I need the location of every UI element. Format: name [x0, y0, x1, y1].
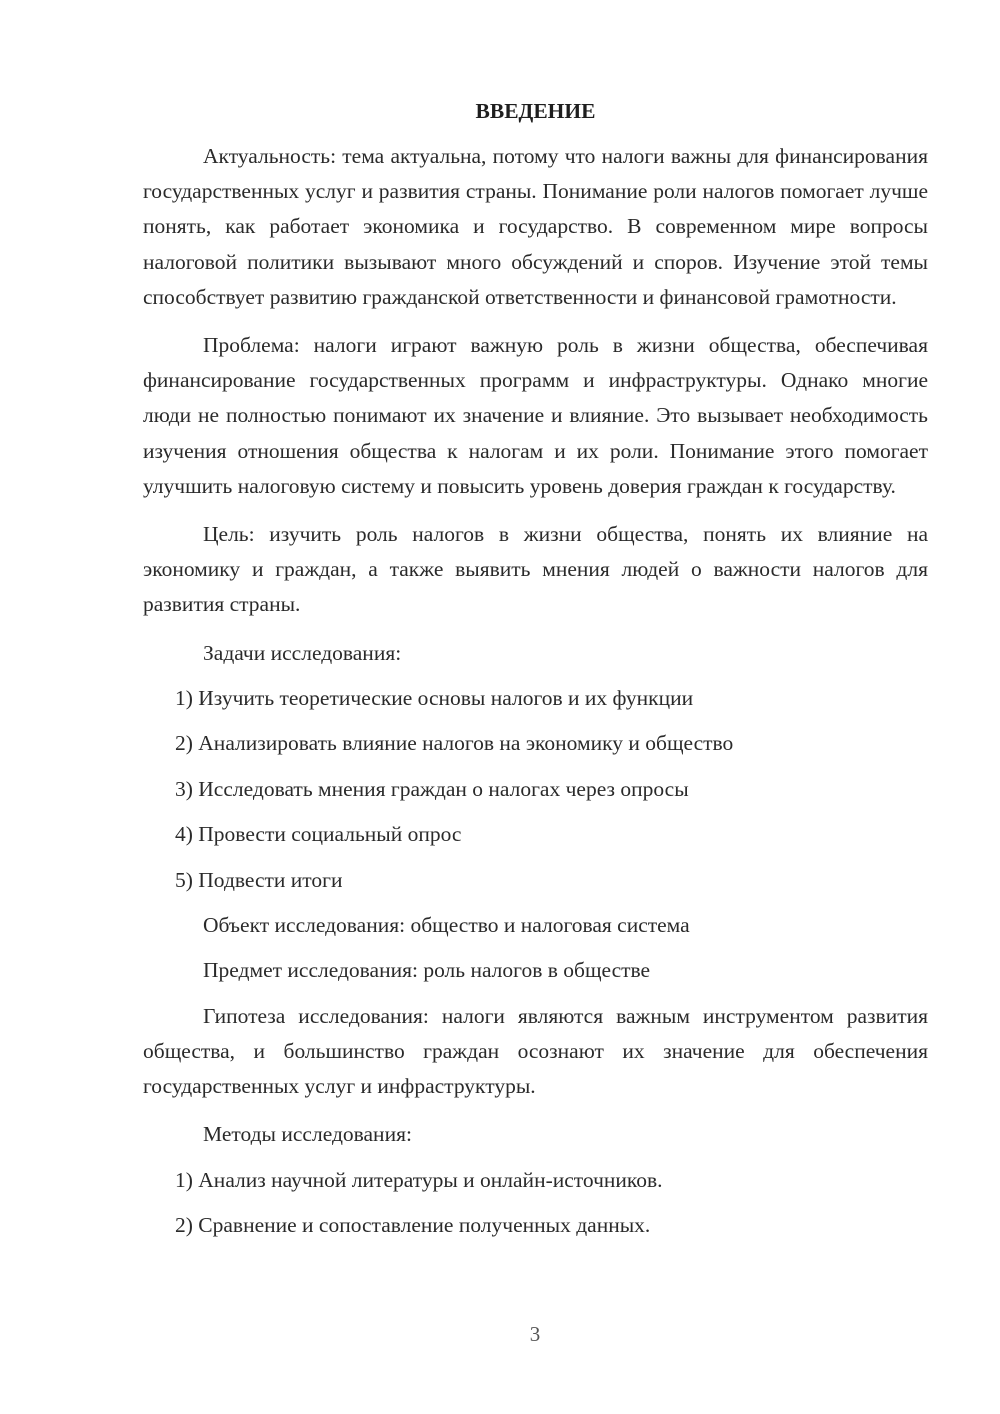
- document-page: [143, 96, 928, 1254]
- research-subject: Предмет исследования: роль налогов в обществе: [203, 958, 651, 983]
- task-item: 1) Изучить теоретические основы налогов и их функции: [175, 686, 694, 711]
- tasks-heading: Задачи исследования:: [203, 640, 402, 665]
- methods-heading: Методы исследования:: [203, 1122, 412, 1147]
- task-item: 4) Провести социальный опрос: [175, 822, 462, 847]
- document-heading: ВВЕДЕНИЕ: [475, 99, 596, 123]
- task-item: 2) Анализировать влияние налогов на экономику и общество: [175, 731, 734, 756]
- problem-paragraph: Проблема: налоги играют важную роль в жизни общества, обеспечивая финансирование государственных программ и инфраструктуры. Однако многие люди не полностью понимают их значение и влияние. Это вызывает необходимость изучения отношения общества к налогам и их роли. Понимание этого помогает улучшить налоговую систему и повысить уровень доверия граждан к государству.: [143, 333, 928, 498]
- method-item: 2) Сравнение и сопоставление полученных данных.: [175, 1213, 651, 1238]
- task-item: 3) Исследовать мнения граждан о налогах через опросы: [175, 776, 689, 801]
- task-item: 5) Подвести итоги: [175, 867, 343, 892]
- relevance-paragraph: Актуальность: тема актуальна, потому что налоги важны для финансирования государственных услуг и развития страны. Понимание роли налогов помогает лучше понять, как работает экономика и государство. В современном мире вопросы налоговой политики вызывают много обсуждений и споров. Изучение этой темы способствует развитию гражданской ответственности и финансовой грамотности.: [143, 144, 928, 309]
- page-number: 3: [529, 1322, 541, 1346]
- research-object: Объект исследования: общество и налоговая система: [203, 912, 690, 937]
- hypothesis-paragraph: Гипотеза исследования: налоги являются важным инструментом развития общества, и большинство граждан осознают их значение для обеспечения государственных услуг и инфраструктуры.: [143, 1003, 928, 1099]
- method-item: 1) Анализ научной литературы и онлайн-источников.: [175, 1167, 663, 1192]
- goal-paragraph: Цель: изучить роль налогов в жизни общества, понять их влияние на экономику и граждан, а также выявить мнения людей о важности налогов для развития страны.: [143, 522, 928, 617]
